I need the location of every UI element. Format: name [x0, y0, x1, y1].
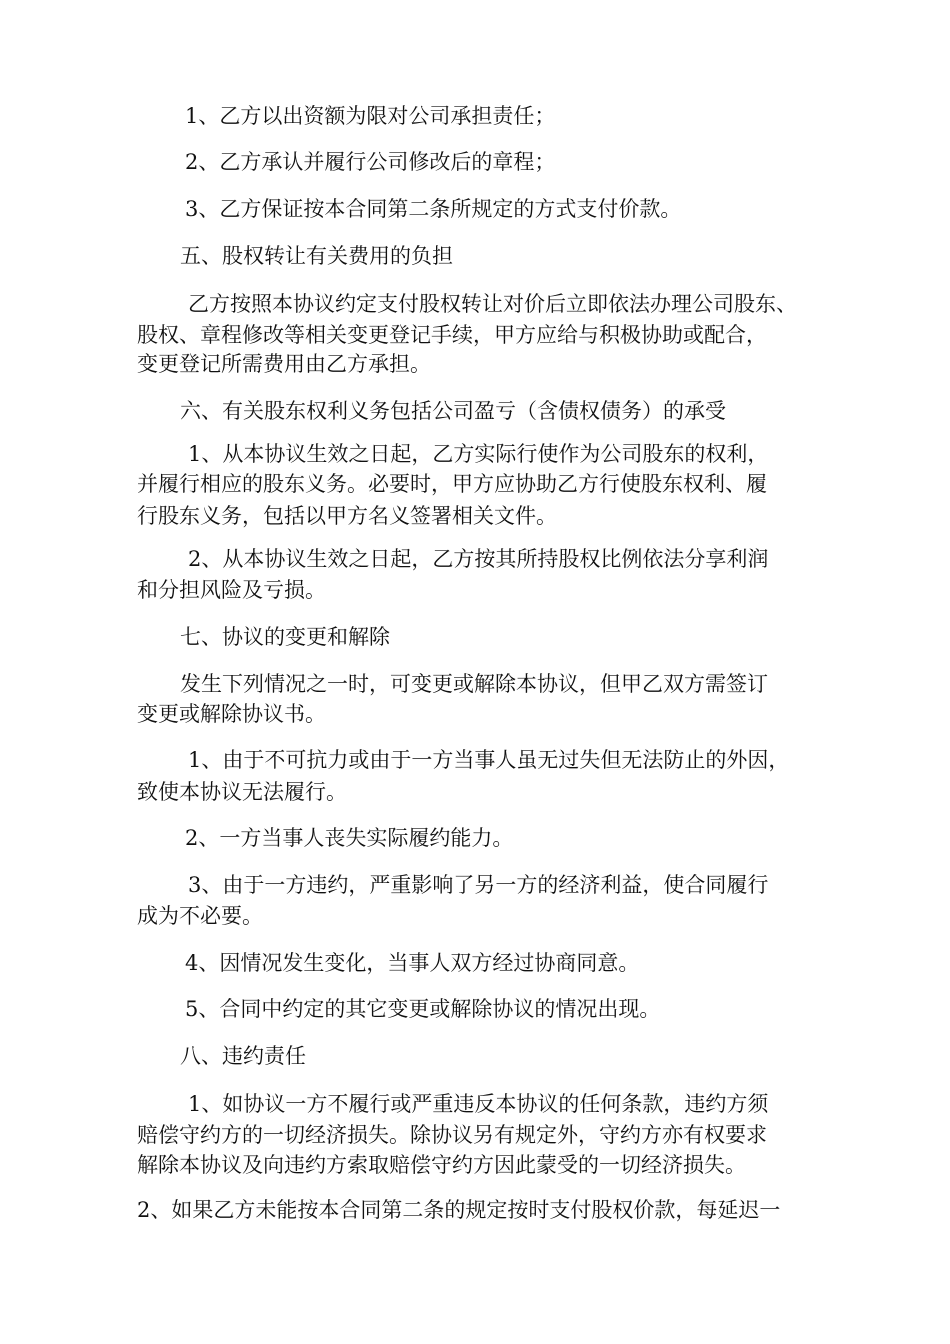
text-line: 1、从本协议生效之日起，乙方实际行使作为公司股东的权利，	[188, 442, 769, 466]
text-line: 5、合同中约定的其它变更或解除协议的情况出现。	[185, 997, 661, 1021]
section-heading: 八、违约责任	[180, 1044, 306, 1068]
text-line: 致使本协议无法履行。	[137, 780, 347, 804]
text-line: 赔偿守约方的一切经济损失。除协议另有规定外，守约方亦有权要求	[137, 1123, 767, 1147]
text-line: 2、如果乙方未能按本合同第二条的规定按时支付股权价款，每延迟一	[137, 1198, 781, 1222]
text-line: 2、一方当事人丧失实际履约能力。	[185, 826, 514, 850]
section-heading: 六、有关股东权利义务包括公司盈亏（含债权债务）的承受	[180, 399, 726, 423]
text-line: 变更或解除协议书。	[137, 702, 326, 726]
text-line: 3、由于一方违约，严重影响了另一方的经济利益，使合同履行	[188, 873, 769, 897]
text-line: 发生下列情况之一时，可变更或解除本协议，但甲乙双方需签订	[180, 672, 768, 696]
text-line: 4、因情况发生变化，当事人双方经过协商同意。	[185, 951, 640, 975]
text-line: 解除本协议及向违约方索取赔偿守约方因此蒙受的一切经济损失。	[137, 1153, 746, 1177]
text-line: 2、从本协议生效之日起，乙方按其所持股权比例依法分享利润	[188, 547, 769, 571]
text-line: 股权、章程修改等相关变更登记手续，甲方应给与积极协助或配合，	[137, 323, 767, 347]
text-line: 和分担风险及亏损。	[137, 578, 326, 602]
section-heading: 五、股权转让有关费用的负担	[180, 244, 453, 268]
text-line: 成为不必要。	[137, 904, 263, 928]
text-line: 3、乙方保证按本合同第二条所规定的方式支付价款。	[185, 197, 682, 221]
text-line: 1、如协议一方不履行或严重违反本协议的任何条款，违约方须	[188, 1092, 769, 1116]
text-line: 变更登记所需费用由乙方承担。	[137, 352, 431, 376]
text-line: 行股东义务，包括以甲方名义签署相关文件。	[137, 504, 557, 528]
text-line: 乙方按照本协议约定支付股权转让对价后立即依法办理公司股东、	[188, 292, 797, 316]
text-line: 并履行相应的股东义务。必要时，甲方应协助乙方行使股东权利、履	[137, 472, 767, 496]
text-line: 2、乙方承认并履行公司修改后的章程；	[185, 150, 556, 174]
text-line: 1、由于不可抗力或由于一方当事人虽无过失但无法防止的外因，	[188, 748, 790, 772]
text-line: 1、乙方以出资额为限对公司承担责任；	[185, 104, 556, 128]
section-heading: 七、协议的变更和解除	[180, 625, 390, 649]
